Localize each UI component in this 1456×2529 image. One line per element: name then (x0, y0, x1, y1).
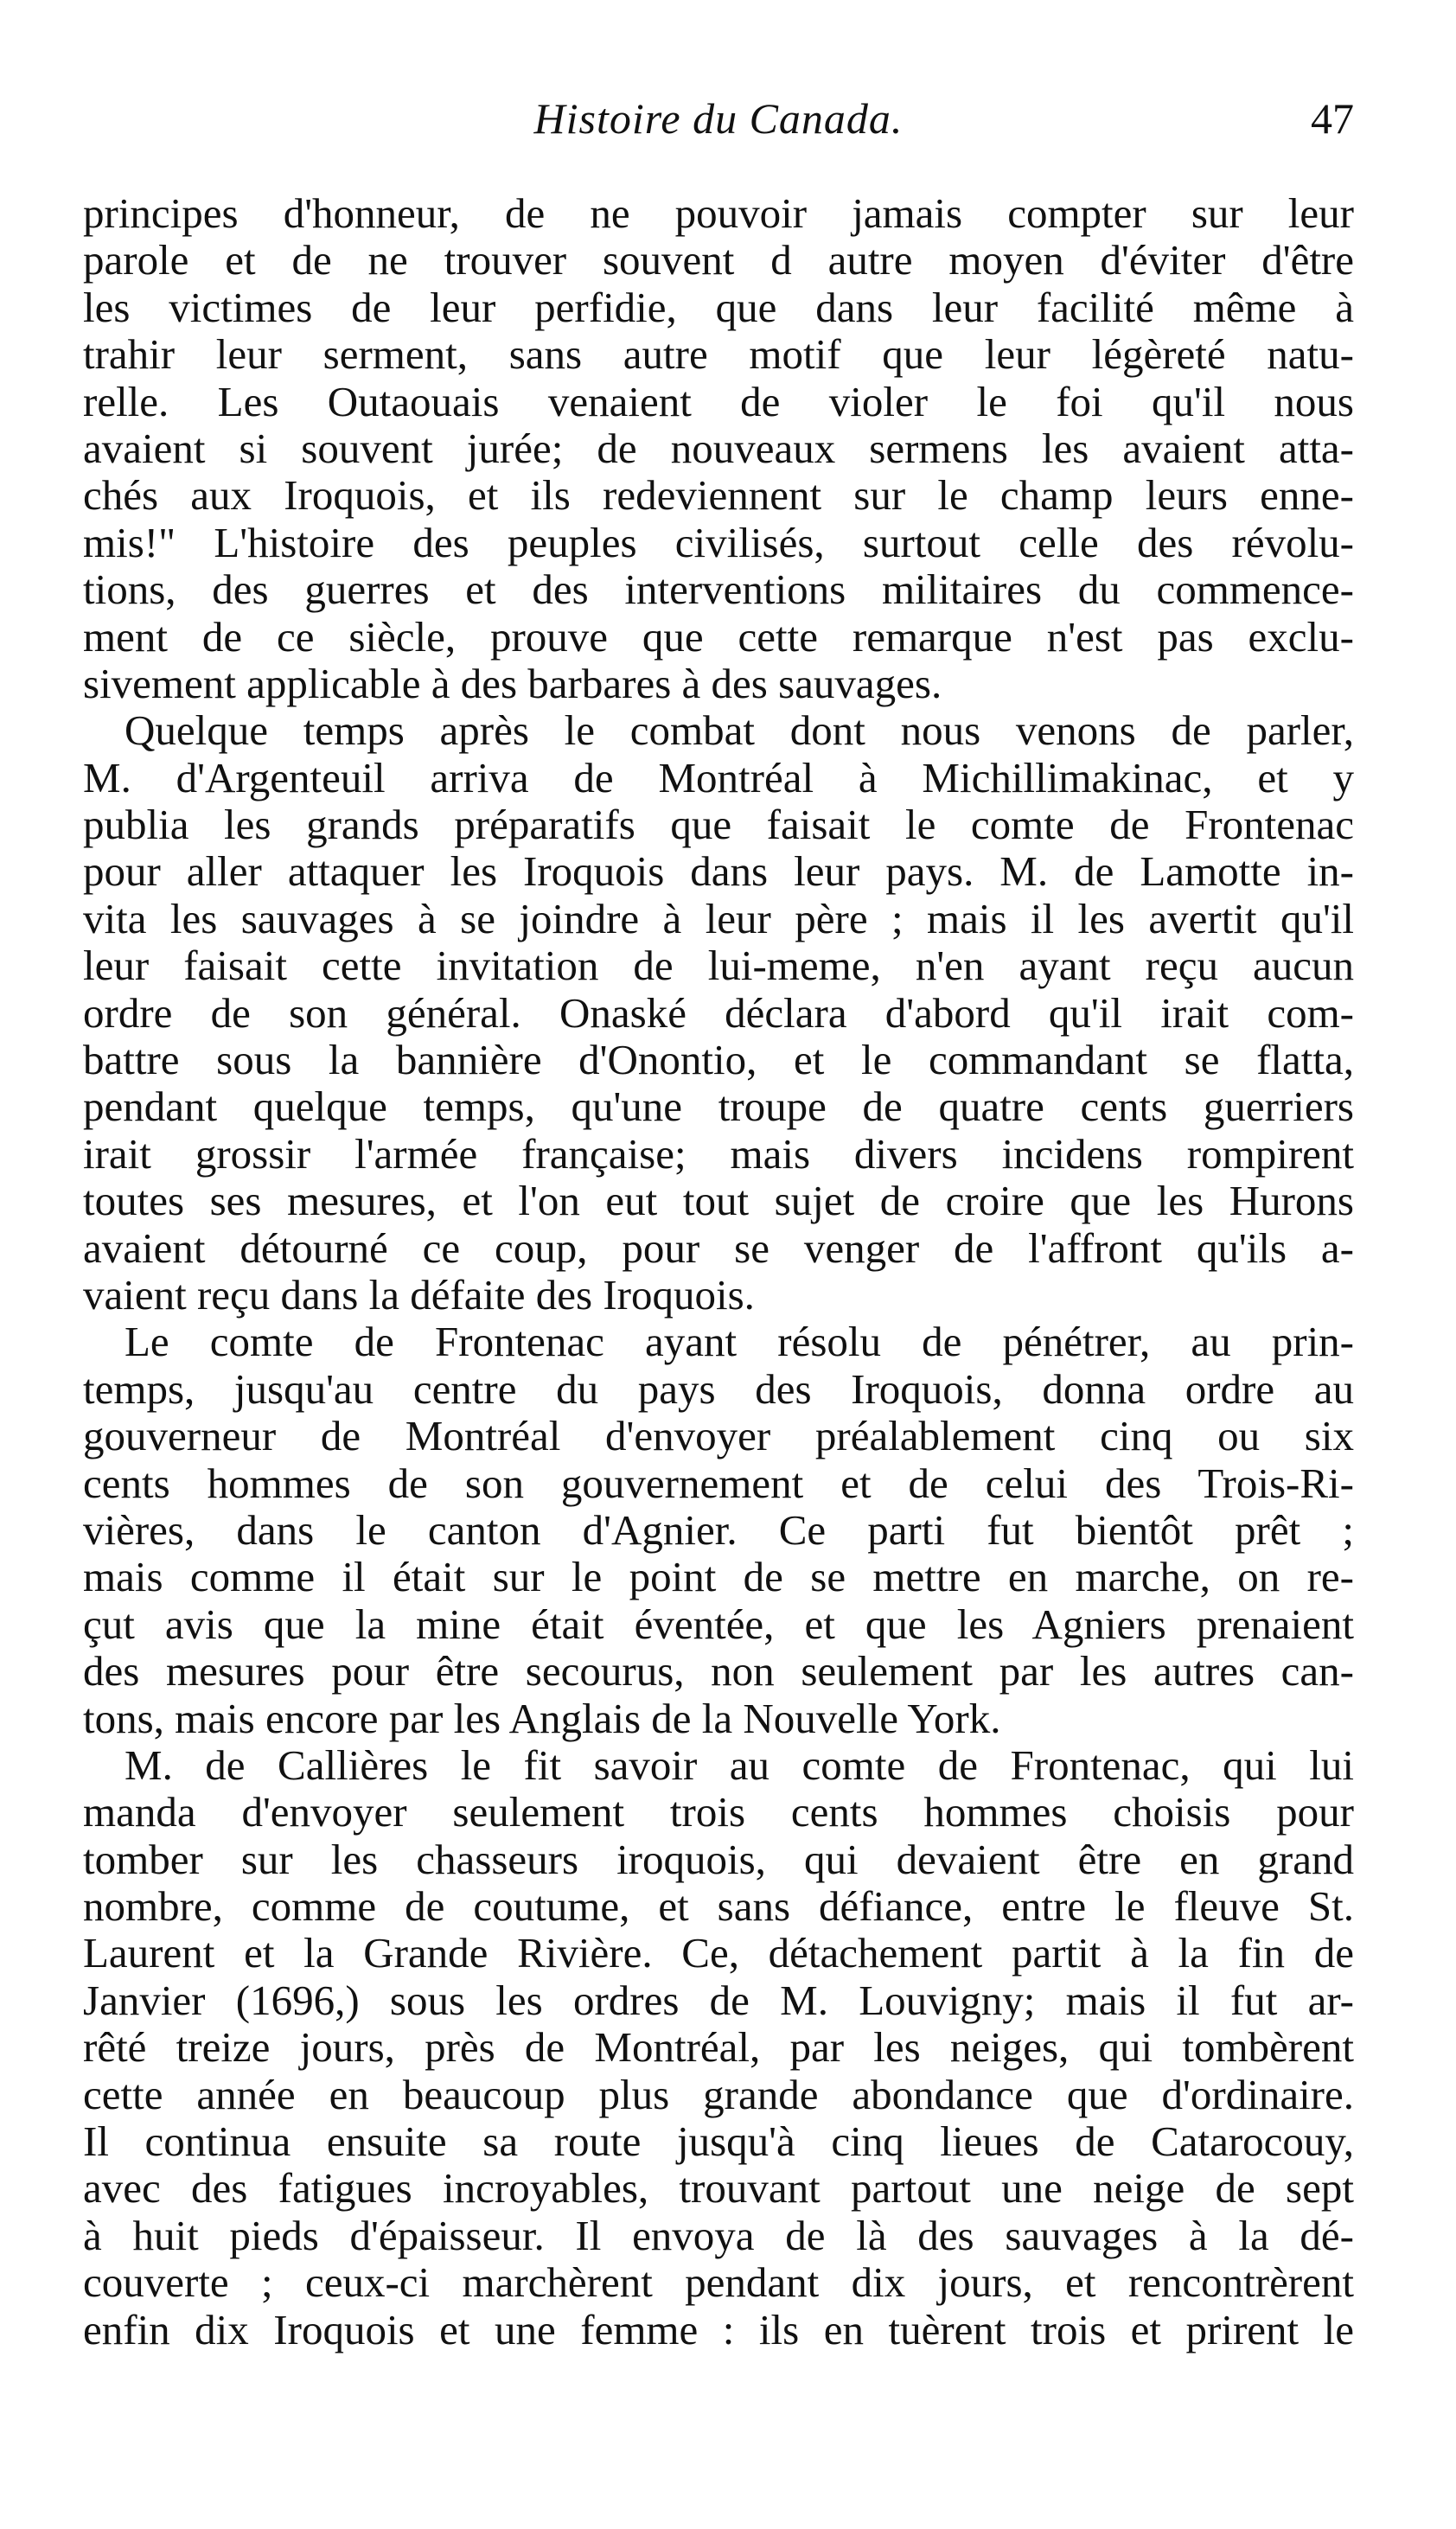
text-line: temps, jusqu'au centre du pays des Iroquois, donna ordre au (83, 1364, 1354, 1413)
text-line: nombre, comme de coutume, et sans défiance, entre le fleuve St. (83, 1882, 1354, 1931)
text-line: avaient si souvent jurée; de nouveaux sermens les avaient atta- (83, 424, 1354, 472)
text-line: battre sous la bannière d'Onontio, et le commandant se flatta, (83, 1036, 1354, 1084)
running-title: Histoire du Canada. (533, 94, 904, 143)
page-number: 47 (1311, 94, 1354, 143)
text-line: vaient reçu dans la défaite des Iroquois. (83, 1270, 755, 1319)
text-line: les victimes de leur perfidie, que dans leur facilité même à (83, 283, 1354, 331)
text-line: rêté treize jours, près de Montréal, par les neiges, qui tombèrent (83, 2023, 1354, 2072)
text-line: parole et de ne trouver souvent d autre moyen d'éviter d'être (83, 236, 1354, 284)
text-line: leur faisait cette invitation de lui-meme, n'en ayant reçu aucun (83, 942, 1354, 990)
text-line: M. d'Argenteuil arriva de Montréal à Michillimakinac, et y (83, 753, 1354, 801)
text-line: cents hommes de son gouvernement et de celui des Trois-Ri- (83, 1459, 1354, 1507)
text-line: publia les grands préparatifs que faisait le comte de Frontenac (83, 801, 1354, 849)
text-line: Quelque temps après le combat dont nous venons de parler, (125, 706, 1354, 755)
text-line: chés aux Iroquois, et ils redeviennent sur le champ leurs enne- (83, 471, 1354, 520)
text-line: relle. Les Outaouais venaient de violer le foi qu'il nous (83, 377, 1354, 425)
text-line: des mesures pour être secourus, non seulement par les autres can- (83, 1647, 1354, 1696)
text-line: M. de Callières le fit savoir au comte de Frontenac, qui lui (125, 1740, 1354, 1789)
body-text (83, 190, 1354, 2353)
text-line: Le comte de Frontenac ayant résolu de pénétrer, au prin- (125, 1318, 1354, 1366)
text-line: vières, dans le canton d'Agnier. Ce parti fut bientôt prêt ; (83, 1505, 1354, 1554)
text-line: mais comme il était sur le point de se mettre en marche, on re- (83, 1553, 1354, 1601)
text-line: vita les sauvages à se joindre à leur père ; mais il les avertit qu'il (83, 894, 1354, 942)
text-line: cette année en beaucoup plus grande abondance que d'ordinaire. (83, 2070, 1354, 2118)
text-line: pour aller attaquer les Iroquois dans leur pays. M. de Lamotte in- (83, 847, 1354, 896)
text-line: trahir leur serment, sans autre motif que leur légèreté natu- (83, 330, 1354, 379)
text-line: mis!" L'histoire des peuples civilisés, surtout celle des révolu- (83, 518, 1354, 566)
text-line: pendant quelque temps, qu'une troupe de quatre cents guerriers (83, 1082, 1354, 1131)
text-line: manda d'envoyer seulement trois cents hommes choisis pour (83, 1788, 1354, 1836)
text-line: Laurent et la Grande Rivière. Ce, détachement partit à la fin de (83, 1929, 1354, 1977)
text-line: Il continua ensuite sa route jusqu'à cinq lieues de Catarocouy, (83, 2117, 1354, 2166)
text-line: ordre de son général. Onaské déclara d'abord qu'il irait com- (83, 988, 1354, 1037)
text-line: enfin dix Iroquois et une femme : ils en tuèrent trois et prirent le (83, 2305, 1354, 2353)
text-line: Janvier (1696,) sous les ordres de M. Louvigny; mais il fut ar- (83, 1976, 1354, 2024)
text-line: gouverneur de Montréal d'envoyer préalablement cinq ou six (83, 1412, 1354, 1460)
text-line: avec des fatigues incroyables, trouvant partout une neige de sept (83, 2164, 1354, 2213)
text-line: çut avis que la mine était éventée, et que les Agniers prenaient (83, 1600, 1354, 1648)
text-line: à huit pieds d'épaisseur. Il envoya de là des sauvages à la dé- (83, 2211, 1354, 2259)
text-line: tions, des guerres et des interventions militaires du commence- (83, 565, 1354, 614)
text-line: toutes ses mesures, et l'on eut tout sujet de croire que les Hurons (83, 1177, 1354, 1225)
text-line: tons, mais encore par les Anglais de la Nouvelle York. (83, 1694, 1001, 1742)
text-line: sivement applicable à des barbares à des sauvages. (83, 659, 942, 707)
text-line: irait grossir l'armée française; mais divers incidens rompirent (83, 1129, 1354, 1178)
page-header (83, 93, 1354, 145)
text-line: ment de ce siècle, prouve que cette remarque n'est pas exclu- (83, 612, 1354, 661)
text-line: couverte ; ceux-ci marchèrent pendant dix jours, et rencontrèrent (83, 2258, 1354, 2307)
text-line: tomber sur les chasseurs iroquois, qui devaient être en grand (83, 1835, 1354, 1883)
text-line: avaient détourné ce coup, pour se venger de l'affront qu'ils a- (83, 1223, 1354, 1272)
text-line: principes d'honneur, de ne pouvoir jamais compter sur leur (83, 189, 1354, 237)
